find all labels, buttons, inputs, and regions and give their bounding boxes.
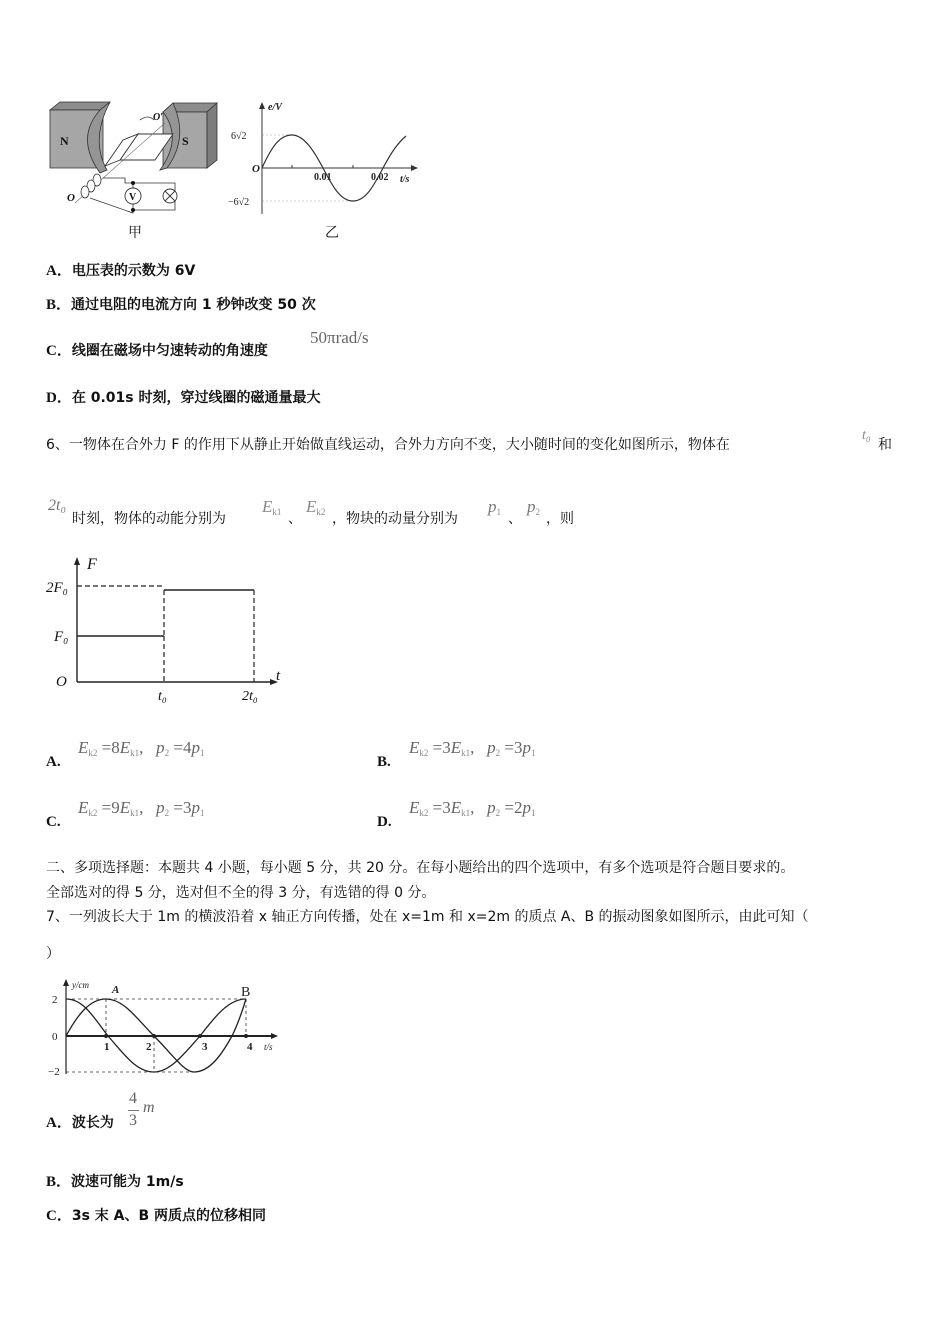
q6-p1: $p_1$ <box>488 497 501 517</box>
q5-option-d[interactable]: D．在 0.01s 时刻，穿过线圈的磁通量最大 <box>46 390 321 406</box>
axis-o-prime-label: O′ <box>153 112 164 123</box>
origin-label: O <box>252 163 260 175</box>
figure-vibration <box>44 978 284 1078</box>
axis-o-label: O <box>67 192 75 204</box>
y-tick-f0: F₀ <box>54 629 69 645</box>
q7-option-c[interactable]: C．3s 末 A、B 两质点的位移相同 <box>46 1208 267 1224</box>
force-time-graph <box>44 552 294 707</box>
q6-stem-line2: 时刻，物体的动能分别为 <box>72 511 226 527</box>
figure-emf-graph <box>228 96 428 221</box>
x-axis-label: t <box>276 668 281 684</box>
x-axis-label: t/s <box>400 174 410 185</box>
q6-option-c[interactable]: C. $E_{k2} =9E_{k1}$, $p_2 =3p_1$ <box>46 798 205 830</box>
q7-stem-line2: ） <box>46 946 60 962</box>
y-min-label: −6√2 <box>228 197 250 208</box>
origin-label: O <box>56 674 67 690</box>
y-tick-neg2: −2 <box>48 1066 60 1078</box>
q7-option-a[interactable]: A．波长为 <box>46 1115 114 1131</box>
curve-b-label: B <box>241 985 251 1000</box>
magnet-n-label: N <box>60 134 69 148</box>
x-tick-0.01: 0.01 <box>314 172 332 183</box>
y-axis-label: F <box>87 556 97 573</box>
figure-yi-caption: 乙 <box>325 225 339 241</box>
y-axis-label: e/V <box>268 102 282 113</box>
q5-option-b[interactable]: B．通过电阻的电流方向 1 秒钟改变 50 次 <box>46 297 316 313</box>
sine-emf-chart <box>228 96 428 221</box>
x-tick-t0: t₀ <box>158 689 167 704</box>
y-tick-0: 0 <box>52 1031 58 1043</box>
y-axis-label: y/cm <box>72 980 89 990</box>
q7-option-b[interactable]: B．波速可能为 1m/s <box>46 1174 184 1190</box>
q6-option-d[interactable]: D. $E_{k2} =3E_{k1}$, $p_2 =2p_1$ <box>377 798 536 830</box>
x-tick-0.02: 0.02 <box>371 172 389 183</box>
y-tick-2: 2 <box>52 994 58 1006</box>
section2-instructions-line1: 二、多项选择题：本题共 4 小题，每小题 5 分，共 20 分。在每小题给出的四个选项中，有多个选项是符合题目要求的。 <box>46 860 795 876</box>
curve-a-label: A <box>112 984 120 996</box>
y-max-label: 6√2 <box>231 131 247 142</box>
q6-t0: t₀ <box>862 428 871 443</box>
q6-ek2: $E_{k2}$ <box>306 497 326 517</box>
q7-stem-line1: 7、一列波长大于 1m 的横波沿着 x 轴正方向传播，处在 x=1m 和 x=2m 的质点 A、B 的振动图象如图所示，由此可知（ <box>46 909 809 925</box>
x-axis-label: t/s <box>264 1042 273 1052</box>
q7-option-a-fraction: 4 3 m <box>129 1090 155 1129</box>
figure-jia-caption: 甲 <box>128 225 142 241</box>
q6-ek1: $E_{k1}$ <box>262 497 282 517</box>
q5-option-a[interactable]: A．电压表的示数为 6V <box>46 263 196 279</box>
q6-stem-line1: 6、一物体在合外力 F 的作用下从静止开始做直线运动，合外力方向不变，大小随时间的变化如图所示，物体在 <box>46 437 730 453</box>
figure-force-time <box>44 552 294 707</box>
vibration-graph <box>44 978 284 1078</box>
q5-option-c-math: 50πrad/s <box>310 328 369 347</box>
y-tick-2f0: 2F₀ <box>46 580 68 596</box>
q5-option-c[interactable]: C．线圈在磁场中匀速转动的角速度 <box>46 343 268 359</box>
x-tick-2t0: 2t₀ <box>242 689 258 704</box>
q6-option-a[interactable]: A. $E_{k2} =8E_{k1}$, $p_2 =4p_1$ <box>46 738 205 770</box>
q6-p2: $p_2$ <box>527 497 540 517</box>
magnet-s-label: S <box>182 134 189 148</box>
q6-stem-line1-end: 和 <box>878 437 892 453</box>
q6-option-b[interactable]: B. $E_{k2} =3E_{k1}$, $p_2 =3p_1$ <box>377 738 536 770</box>
x-tick-4: 4 <box>247 1041 253 1053</box>
q6-2t0: 2t₀ <box>48 497 67 514</box>
x-tick-2: 2 <box>146 1041 152 1053</box>
svg-text:V: V <box>129 192 137 203</box>
x-tick-3: 3 <box>202 1041 208 1053</box>
x-tick-1: 1 <box>104 1041 110 1053</box>
section2-instructions-line2: 全部选对的得 5 分，选对但不全的得 3 分，有选错的得 0 分。 <box>46 885 436 901</box>
